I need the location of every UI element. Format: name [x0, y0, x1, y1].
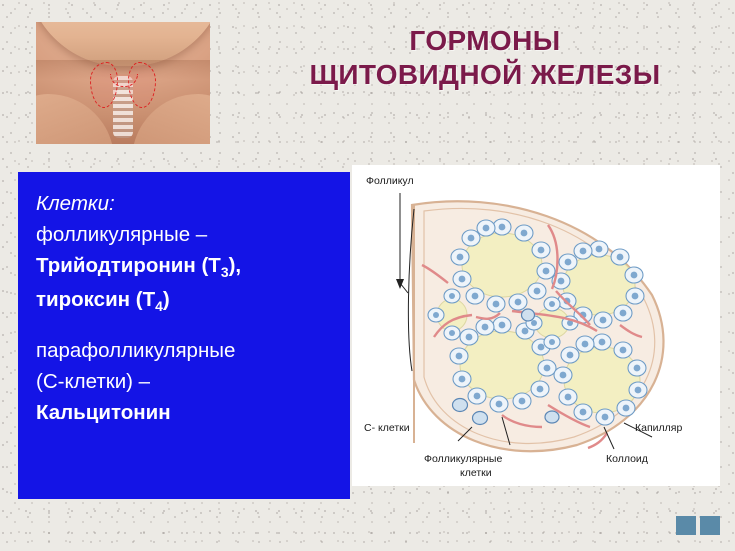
- content-textbox: [18, 172, 350, 499]
- label-follicular-cells-line1: Фолликулярные: [424, 453, 503, 465]
- t3-suffix: ),: [228, 254, 242, 278]
- text-line-c-cells: (С-клетки) –: [36, 370, 151, 393]
- label-capillary: Капилляр: [635, 422, 683, 434]
- label-follicle: Фолликул: [366, 175, 414, 187]
- thyroid-lobe-right: [128, 62, 156, 108]
- text-spacer: [36, 317, 332, 335]
- thyroid-outline-overlay: [90, 62, 156, 108]
- page-title-line-2: ЩИТОВИДНОЙ ЖЕЛЕЗЫ: [309, 59, 661, 91]
- neck-thyroid-photo: [36, 22, 210, 144]
- text-line-cells-heading: Клетки:: [36, 192, 115, 215]
- text-line-triiodothyronine: [36, 250, 332, 283]
- t3-prefix: Трийодтиронин (Т: [36, 254, 221, 278]
- text-line-thyroxine: [36, 284, 332, 317]
- label-follicular-cells-line2: клетки: [460, 467, 492, 479]
- t4-suffix: ): [162, 287, 170, 311]
- nav-back-button[interactable]: [676, 516, 696, 535]
- page-title: [250, 24, 720, 92]
- page-title-line-1: ГОРМОНЫ: [409, 25, 561, 56]
- nav-forward-button[interactable]: [700, 516, 720, 535]
- diagram-svg: [352, 165, 720, 486]
- thyroid-histology-diagram: [352, 165, 720, 486]
- label-c-cells: С- клетки: [364, 422, 410, 434]
- text-line-follicular: фолликулярные –: [36, 223, 208, 247]
- text-line-calcitonin: Кальцитонин: [36, 401, 171, 425]
- label-colloid: Коллоид: [606, 453, 648, 465]
- text-line-parafollicular: парафолликулярные: [36, 338, 236, 362]
- t3-subscript: 3: [220, 264, 229, 281]
- t4-prefix: тироксин (Т: [36, 287, 156, 311]
- thyroid-lobe-left: [90, 62, 118, 108]
- t4-subscript: 4: [155, 297, 163, 314]
- follicle-arrowhead: [396, 279, 404, 289]
